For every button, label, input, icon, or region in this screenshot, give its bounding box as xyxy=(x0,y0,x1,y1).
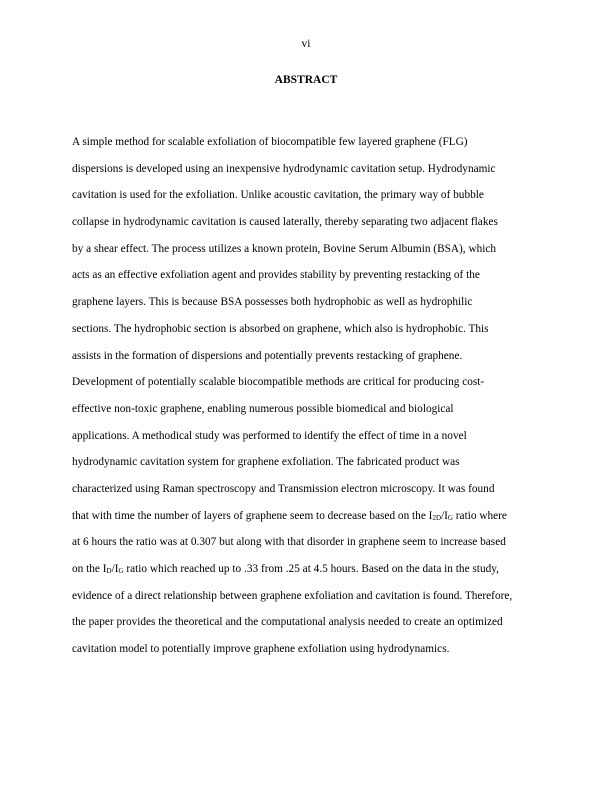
text-line: at 6 hours the ratio was at 0.307 but along with that disorder in graphene seem to increase based xyxy=(72,536,506,549)
page-number: vi xyxy=(301,38,311,50)
text-line: collapse in hydrodynamic cavitation is caused laterally, thereby separating two adjacent flakes xyxy=(72,216,498,229)
text-line-ratio-2d-g xyxy=(72,509,542,536)
text-segment: ratio which reached up to .33 from .25 at 4.5 hours. Based on the data in the study, xyxy=(123,563,499,575)
text-line: cavitation model to potentially improve graphene exfoliation using hydrodynamics. xyxy=(72,643,450,656)
text-line-ratio-d-g xyxy=(72,562,542,589)
text-line: dispersions is developed using an inexpensive hydrodynamic cavitation setup. Hydrodynamic xyxy=(72,162,496,175)
text-line: evidence of a direct relationship between graphene exfoliation and cavitation is found. Therefore, xyxy=(72,589,513,602)
text-line: cavitation is used for the exfoliation. Unlike acoustic cavitation, the primary way of bubble xyxy=(72,189,484,202)
text-line: effective non-toxic graphene, enabling numerous possible biomedical and biological xyxy=(72,402,454,415)
subscript-d: D xyxy=(106,567,112,575)
text-line: the paper provides the theoretical and the computational analysis needed to create an optimized xyxy=(72,616,503,629)
text-line: characterized using Raman spectroscopy and Transmission electron microscopy. It was found xyxy=(72,482,495,495)
text-line: sections. The hydrophobic section is absorbed on graphene, which also is hydrophobic. This xyxy=(72,322,489,335)
page-title: ABSTRACT xyxy=(274,74,338,86)
subscript-g: G xyxy=(447,513,453,522)
text-segment: that with time the number of layers of graphene seem to decrease based on the I xyxy=(72,509,433,522)
text-segment: /I xyxy=(111,563,119,575)
text-line: graphene layers. This is because BSA possesses both hydrophobic as well as hydrophilic xyxy=(72,296,473,309)
subscript-g: G xyxy=(118,567,124,575)
text-segment: on the I xyxy=(72,563,107,575)
text-line: assists in the formation of dispersions and potentially prevents restacking of graphene. xyxy=(72,349,463,362)
text-line: Development of potentially scalable biocompatible methods are critical for producing cost- xyxy=(72,376,485,389)
text-line: by a shear effect. The process utilizes a known protein, Bovine Serum Albumin (BSA), which xyxy=(72,242,497,255)
text-segment: /I xyxy=(441,509,448,522)
subscript-2d: 2D xyxy=(432,513,441,522)
text-line: A simple method for scalable exfoliation of biocompatible few layered graphene (FLG) xyxy=(72,136,468,148)
text-segment: ratio where xyxy=(452,509,507,522)
abstract-body xyxy=(72,135,542,669)
text-line: hydrodynamic cavitation system for graphene exfoliation. The fabricated product was xyxy=(72,456,460,469)
text-line: acts as an effective exfoliation agent and provides stability by preventing restacking of the xyxy=(72,269,480,282)
text-line: applications. A methodical study was performed to identify the effect of time in a novel xyxy=(72,429,467,442)
